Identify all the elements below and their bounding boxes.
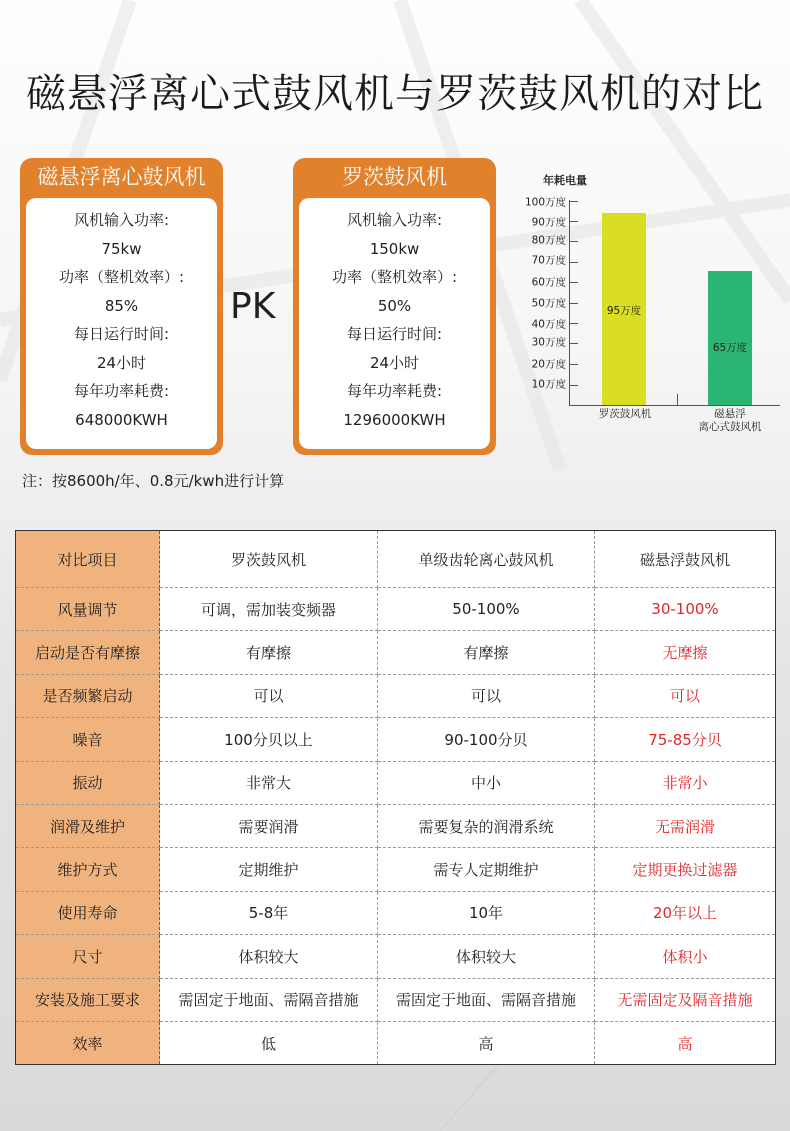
cell-gear: 高 [378, 1021, 595, 1064]
header-gear: 单级齿轮离心鼓风机 [378, 531, 595, 588]
table-row [16, 631, 776, 674]
cell-gear: 50-100% [378, 588, 595, 631]
y-tick [569, 282, 578, 283]
y-tick [569, 323, 578, 324]
spec-label-annual-consumption: 每年功率耗费: [346, 382, 443, 400]
spec-label-efficiency: 功率（整机效率）: [331, 268, 458, 286]
y-tick-label: 40万度 [531, 318, 566, 331]
spec-label-annual-consumption: 每年功率耗费: [73, 382, 170, 400]
y-tick-label: 30万度 [531, 336, 566, 349]
spec-value-efficiency: 85% [104, 296, 139, 315]
row-label: 效率 [16, 1021, 160, 1064]
spec-value-input-power: 150kw [369, 239, 420, 258]
pk-label: PK [230, 286, 276, 327]
spec-label-daily-runtime: 每日运行时间: [73, 325, 170, 343]
table-row [16, 761, 776, 804]
page-title: 磁悬浮离心式鼓风机与罗茨鼓风机的对比 [26, 71, 764, 117]
spec-label-efficiency: 功率（整机效率）: [58, 268, 185, 286]
spec-label-daily-runtime: 每日运行时间: [346, 325, 443, 343]
cell-gear: 90-100分贝 [378, 718, 595, 761]
spec-value-annual-consumption: 1296000KWH [343, 410, 446, 429]
cell-maglev: 定期更换过滤器 [595, 848, 776, 891]
table-row [16, 848, 776, 891]
cell-maglev: 体积小 [595, 935, 776, 978]
row-label: 风量调节 [16, 588, 160, 631]
bar-maglev-blower [708, 271, 752, 405]
cell-gear: 中小 [378, 761, 595, 804]
spec-value-annual-consumption: 648000KWH [75, 410, 168, 429]
x-label-maglev-line1: 磁悬浮 [714, 408, 746, 420]
header-item: 对比项目 [16, 531, 160, 588]
table-row [16, 1021, 776, 1064]
cell-maglev: 无需固定及隔音措施 [595, 978, 776, 1021]
y-tick [569, 303, 578, 304]
cell-maglev: 非常小 [595, 761, 776, 804]
table-row [16, 891, 776, 934]
cell-maglev: 30-100% [595, 588, 776, 631]
spec-value-efficiency: 50% [377, 296, 412, 315]
header-roots: 罗茨鼓风机 [160, 531, 378, 588]
cell-gear: 可以 [378, 674, 595, 717]
cell-roots: 定期维护 [160, 848, 378, 891]
cell-gear: 需专人定期维护 [378, 848, 595, 891]
cell-gear: 需固定于地面、需隔音措施 [378, 978, 595, 1021]
row-label: 维护方式 [16, 848, 160, 891]
y-tick-label: 10万度 [531, 378, 566, 391]
row-label: 启动是否有摩擦 [16, 631, 160, 674]
cell-roots: 可调，需加装变频器 [160, 588, 378, 631]
cell-roots: 5-8年 [160, 891, 378, 934]
table-row [16, 935, 776, 978]
bar-value-label: 95万度 [606, 305, 642, 317]
chart-x-axis [569, 405, 780, 406]
spec-value-daily-runtime: 24小时 [369, 353, 420, 372]
cell-roots: 低 [160, 1021, 378, 1064]
chart-y-title: 年耗电量 [543, 174, 587, 187]
cell-gear: 体积较大 [378, 935, 595, 978]
cell-roots: 可以 [160, 674, 378, 717]
header-maglev: 磁悬浮鼓风机 [595, 531, 776, 588]
y-tick [569, 343, 578, 344]
cell-maglev: 75-85分贝 [595, 718, 776, 761]
table-row [16, 718, 776, 761]
cell-gear: 需要复杂的润滑系统 [378, 804, 595, 847]
spec-value-daily-runtime: 24小时 [96, 353, 147, 372]
y-tick-label: 50万度 [531, 297, 566, 310]
y-tick-label: 70万度 [531, 254, 566, 267]
y-tick [569, 385, 578, 386]
y-tick [569, 364, 578, 365]
table-header-row [16, 531, 776, 588]
cell-roots: 100分贝以上 [160, 718, 378, 761]
table-row [16, 978, 776, 1021]
annual-consumption-chart [510, 165, 780, 445]
cell-maglev: 高 [677, 1034, 693, 1053]
cell-maglev: 20年以上 [595, 891, 776, 934]
cell-roots: 需要润滑 [160, 804, 378, 847]
spec-value-input-power: 75kw [101, 239, 142, 258]
cell-roots: 需固定于地面、需隔音措施 [160, 978, 378, 1021]
row-label: 是否频繁启动 [16, 674, 160, 717]
x-label-roots: 罗茨鼓风机 [598, 408, 652, 420]
row-label: 振动 [16, 761, 160, 804]
row-label: 安装及施工要求 [16, 978, 160, 1021]
card-body [299, 198, 490, 449]
cell-gear: 有摩擦 [378, 631, 595, 674]
y-tick-label: 20万度 [531, 358, 566, 371]
y-tick-label: 100万度 [524, 196, 566, 209]
cell-gear: 10年 [378, 891, 595, 934]
y-tick [569, 221, 578, 222]
x-separator-tick [677, 394, 678, 405]
row-label: 使用寿命 [16, 891, 160, 934]
table-row [16, 674, 776, 717]
cell-maglev: 无需润滑 [595, 804, 776, 847]
x-label-maglev-line2: 离心式鼓风机 [698, 421, 762, 433]
table-row [16, 804, 776, 847]
cell-maglev: 可以 [595, 674, 776, 717]
y-tick-label: 60万度 [531, 276, 566, 289]
card-maglev-blower [20, 158, 223, 455]
row-label: 尺寸 [16, 935, 160, 978]
cell-roots: 有摩擦 [160, 631, 378, 674]
calculation-note: 注：按8600h/年、0.8元/kwh进行计算 [22, 472, 285, 490]
bar-value-label: 65万度 [712, 342, 748, 354]
card-title: 罗茨鼓风机 [342, 165, 447, 189]
spec-label-input-power: 风机输入功率: [73, 211, 170, 229]
row-label: 润滑及维护 [16, 804, 160, 847]
cell-roots: 体积较大 [160, 935, 378, 978]
card-roots-blower [293, 158, 496, 455]
row-label: 噪音 [16, 718, 160, 761]
y-tick [569, 241, 578, 242]
comparison-table [15, 530, 776, 1065]
spec-label-input-power: 风机输入功率: [346, 211, 443, 229]
y-tick-label: 90万度 [531, 216, 566, 229]
card-body [26, 198, 217, 449]
table-row [16, 588, 776, 631]
y-tick [569, 201, 578, 202]
cell-roots: 非常大 [160, 761, 378, 804]
y-tick [569, 262, 578, 263]
cell-maglev: 无摩擦 [595, 631, 776, 674]
y-tick-label: 80万度 [531, 234, 566, 247]
card-title: 磁悬浮离心鼓风机 [37, 165, 206, 189]
